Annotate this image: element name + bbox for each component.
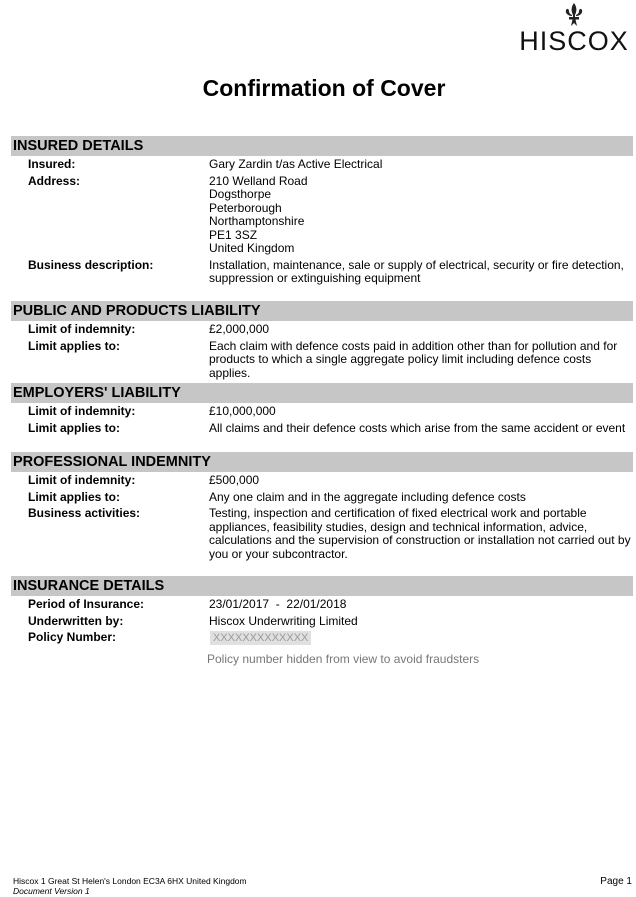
applies-value: All claims and their defence costs which arise from the same accident or event: [209, 420, 626, 435]
field-label: Underwritten by:: [28, 613, 124, 628]
insured-row: [11, 158, 633, 172]
section-public-products-liability: [11, 301, 633, 380]
field-label: Period of Insurance:: [28, 597, 145, 611]
section-heading: INSURED DETAILS: [11, 136, 633, 156]
limit-value: £500,000: [209, 473, 260, 487]
applies-row: [11, 422, 633, 436]
section-heading: PROFESSIONAL INDEMNITY: [11, 452, 633, 472]
field-label: Limit of indemnity:: [28, 473, 136, 487]
field-label: Limit applies to:: [28, 338, 121, 353]
limit-value: £2,000,000: [209, 322, 270, 336]
applies-row: [11, 340, 633, 381]
period-row: [11, 598, 633, 612]
text-line: Each claim with defence costs paid in addition other than for pollution and for: [209, 338, 618, 353]
section-heading: EMPLOYERS' LIABILITY: [11, 383, 633, 403]
address-line: Dogsthorpe: [209, 187, 272, 201]
limit-row: [11, 323, 633, 337]
limit-value: £10,000,000: [209, 404, 276, 418]
page-title: Confirmation of Cover: [202, 75, 446, 101]
text-line: suppression or extinguishing equipment: [209, 271, 421, 285]
limit-row: [11, 474, 633, 488]
business-description-value: [209, 259, 633, 286]
section-heading: INSURANCE DETAILS: [11, 576, 633, 596]
text-line: products to which a single aggregate policy limit including defence costs applies.: [209, 352, 592, 380]
fleur-de-lis-icon: [561, 2, 587, 28]
text-line: Testing, inspection and certification of fixed electrical work and portable: [209, 506, 587, 520]
field-label: Insured:: [28, 157, 76, 171]
policy-number-masked: XXXXXXXXXXXXX: [210, 631, 311, 645]
section-insurance-details: [11, 576, 633, 645]
applies-row: [11, 491, 633, 505]
address-line: 210 Welland Road: [209, 173, 308, 188]
footer: [13, 876, 247, 896]
field-label: Limit applies to:: [28, 489, 121, 504]
section-insured-details: [11, 136, 633, 286]
applies-value: Any one claim and in the aggregate including defence costs: [209, 489, 526, 504]
underwritten-value: Hiscox Underwriting Limited: [209, 613, 358, 628]
address-row: [11, 175, 633, 256]
text-line: you or your subcontractor.: [209, 546, 348, 561]
footer-address: Hiscox 1 Great St Helen's London EC3A 6HX United Kingdom: [13, 876, 247, 886]
address-value: [209, 175, 633, 256]
business-activities-value: [209, 507, 633, 561]
document-version: Document Version 1: [13, 886, 90, 896]
field-label: Business description:: [28, 257, 154, 272]
address-line: PE1 3SZ: [209, 227, 258, 242]
section-professional-indemnity: [11, 452, 633, 561]
section-heading: PUBLIC AND PRODUCTS LIABILITY: [11, 301, 633, 321]
underwritten-row: [11, 615, 633, 629]
logo-wordmark: HISCOX: [519, 26, 629, 56]
address-line: Northamptonshire: [209, 214, 305, 228]
text-line: calculations and the supervision of construction or installation not carried out by: [209, 533, 631, 547]
insured-value: Gary Zardin t/as Active Electrical: [209, 157, 383, 171]
address-line: United Kingdom: [209, 241, 295, 255]
text-line: appliances, feasibility studies, design and technical information, advice,: [209, 519, 588, 534]
policy-row: [11, 631, 633, 645]
field-label: Business activities:: [28, 506, 141, 520]
business-activities-row: [11, 507, 633, 561]
address-line: Peterborough: [209, 200, 282, 215]
field-label: Limit of indemnity:: [28, 404, 136, 418]
applies-value: [209, 340, 633, 381]
text-line: Installation, maintenance, sale or supply of electrical, security or fire detection,: [209, 257, 624, 272]
period-value: 23/01/2017 - 22/01/2018: [209, 597, 347, 611]
field-label: Policy Number:: [28, 630, 117, 644]
hiscox-logo: [516, 2, 632, 56]
section-employers-liability: [11, 383, 633, 435]
page-number: Page 1: [600, 876, 632, 887]
business-description-row: [11, 259, 633, 286]
policy-hidden-note: Policy number hidden from view to avoid fraudsters: [207, 652, 480, 666]
field-label: Limit of indemnity:: [28, 322, 136, 336]
field-label: Limit applies to:: [28, 420, 121, 435]
limit-row: [11, 405, 633, 419]
field-label: Address:: [28, 173, 81, 188]
